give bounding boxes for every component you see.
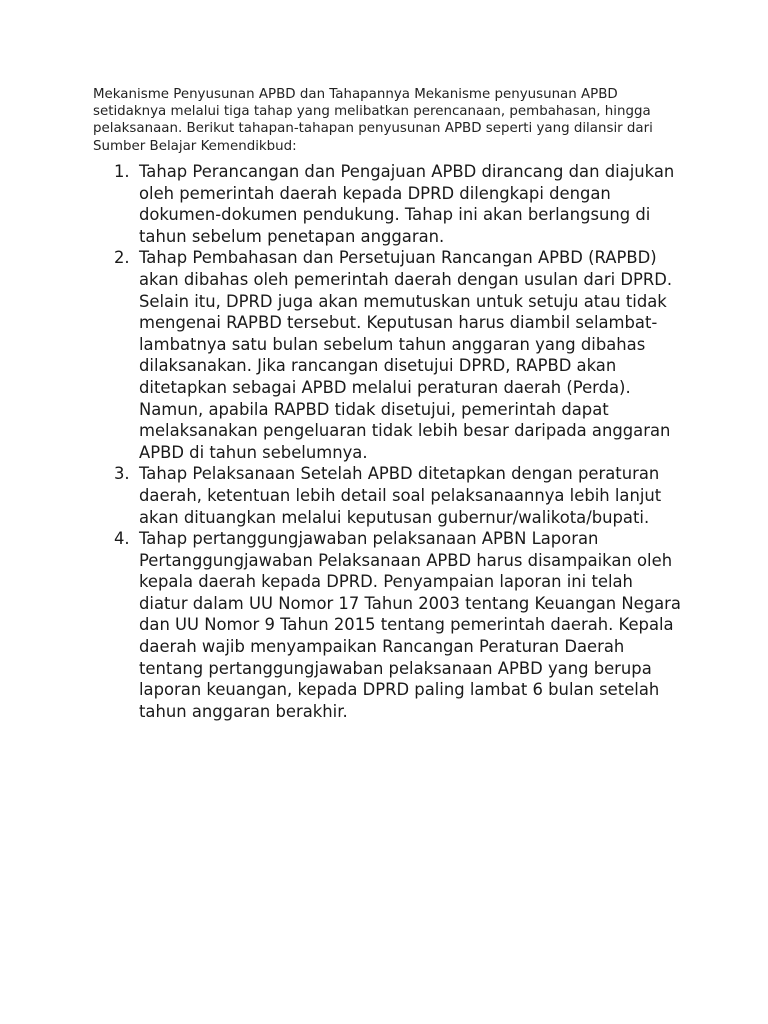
step-number: 4. <box>114 529 130 549</box>
step-text: Tahap pertanggungjawaban pelaksanaan APBN Laporan Pertanggungjawaban Pelaksanaan APBD harus disampaikan oleh kepala daerah kepada DPRD. Penyampaian laporan ini telah diatur dalam UU Nomor 17 Tahun 2003 tentang Keuangan Negara dan UU Nomor 9 Tahun 2015 tentang pemerintah daerah. Kepala daerah wajib menyampaikan Rancangan Peraturan Daerah tentang pertanggungjawaban pelaksanaan APBD yang berupa laporan keuangan, kepada DPRD paling lambat 6 bulan setelah tahun anggaran berakhir. <box>139 529 681 721</box>
step-number: 2. <box>114 248 130 268</box>
list-item-step-4 <box>114 528 684 722</box>
steps-list <box>114 161 684 722</box>
intro-paragraph: Mekanisme Penyusunan APBD dan Tahapannya Mekanisme penyusunan APBD setidaknya melalui tiga tahap yang melibatkan perencanaan, pembahasan, hingga pelaksanaan. Berikut tahapan-tahapan penyusunan APBD seperti yang dilansir dari Sumber Belajar Kemendikbud: <box>93 87 653 154</box>
list-item-step-3 <box>114 463 684 528</box>
step-number: 3. <box>114 464 130 484</box>
step-text: Tahap Perancangan dan Pengajuan APBD dirancang dan diajukan oleh pemerintah daerah kepada DPRD dilengkapi dengan dokumen-dokumen pendukung. Tahap ini akan berlangsung di tahun sebelum penetapan anggaran. <box>139 162 675 246</box>
step-text: Tahap Pembahasan dan Persetujuan Rancangan APBD (RAPBD) akan dibahas oleh pemerintah daerah dengan usulan dari DPRD. Selain itu, DPRD juga akan memutuskan untuk setuju atau tidak mengenai RAPBD tersebut. Keputusan harus diambil selambat-lambatnya satu bulan sebelum tahun anggaran yang dibahas dilaksanakan. Jika rancangan disetujui DPRD, RAPBD akan ditetapkan sebagai APBD melalui peraturan daerah (Perda). Namun, apabila RAPBD tidak disetujui, pemerintah dapat melaksanakan pengeluaran tidak lebih besar daripada anggaran APBD di tahun sebelumnya. <box>139 248 673 462</box>
list-item-step-1 <box>114 161 684 247</box>
step-text: Tahap Pelaksanaan Setelah APBD ditetapkan dengan peraturan daerah, ketentuan lebih detail soal pelaksanaannya lebih lanjut akan dituangkan melalui keputusan gubernur/walikota/bupati. <box>139 464 662 527</box>
step-number: 1. <box>114 162 130 181</box>
list-item-step-2 <box>114 247 684 463</box>
